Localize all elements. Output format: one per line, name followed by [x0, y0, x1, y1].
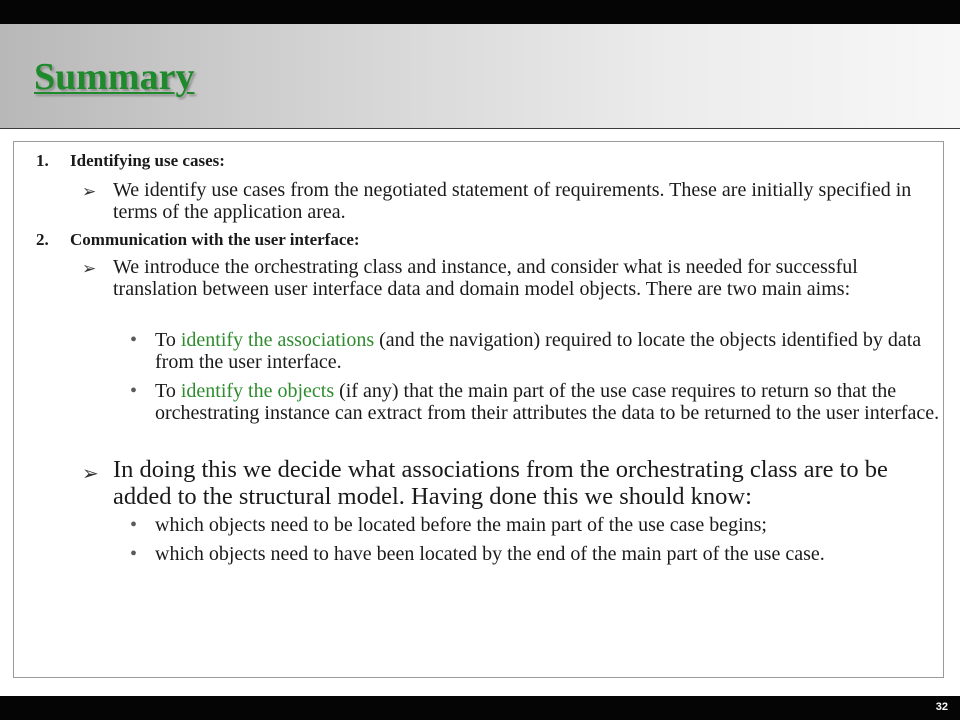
highlight-text: identify the associations	[180, 329, 375, 351]
top-bar	[0, 0, 960, 24]
dot-bullet-icon: •	[130, 380, 138, 402]
arrow-bullet-icon: ➢	[82, 259, 97, 279]
section-heading-2	[36, 230, 360, 250]
bottom-bar	[0, 696, 960, 720]
section-heading-text: Communication with the user interface:	[70, 230, 360, 249]
sub-bullet-text: To identify the associations (and the navigation) required to locate the objects identified by data from the user interface.	[155, 329, 922, 373]
slide-title: Summary	[34, 56, 195, 98]
arrow-bullet-icon: ➢	[82, 461, 99, 485]
bullet-text: In doing this we decide what associations from the orchestrating class are to be added to the structural model. Having done this we should know:	[113, 456, 888, 510]
bullet-text: We introduce the orchestrating class and instance, and consider what is needed for successful translation between user interface data and domain model objects. There are two main aims:	[113, 256, 858, 300]
section-heading-1	[36, 151, 225, 171]
dot-bullet-icon: •	[130, 543, 138, 565]
section-heading-text: Identifying use cases:	[70, 151, 225, 170]
section-number: 1.	[36, 151, 49, 170]
section-number: 2.	[36, 230, 49, 249]
sub-bullet-text: which objects need to have been located by the end of the main part of the use case.	[155, 543, 825, 565]
header-divider	[0, 128, 960, 129]
sub-bullet-text: which objects need to be located before the main part of the use case begins;	[155, 514, 767, 536]
bullet-text: We identify use cases from the negotiated statement of requirements. These are initially specified in terms of the application area.	[113, 179, 912, 223]
dot-bullet-icon: •	[130, 329, 138, 351]
arrow-bullet-icon: ➢	[82, 182, 97, 202]
dot-bullet-icon: •	[130, 514, 138, 536]
sub-bullet-text: To identify the objects (if any) that the main part of the use case requires to return so that the orchestrating instance can extract from their attributes the data to be returned to the user interface.	[155, 380, 940, 424]
page-number: 32	[935, 701, 948, 713]
highlight-text: identify the objects	[180, 380, 335, 402]
